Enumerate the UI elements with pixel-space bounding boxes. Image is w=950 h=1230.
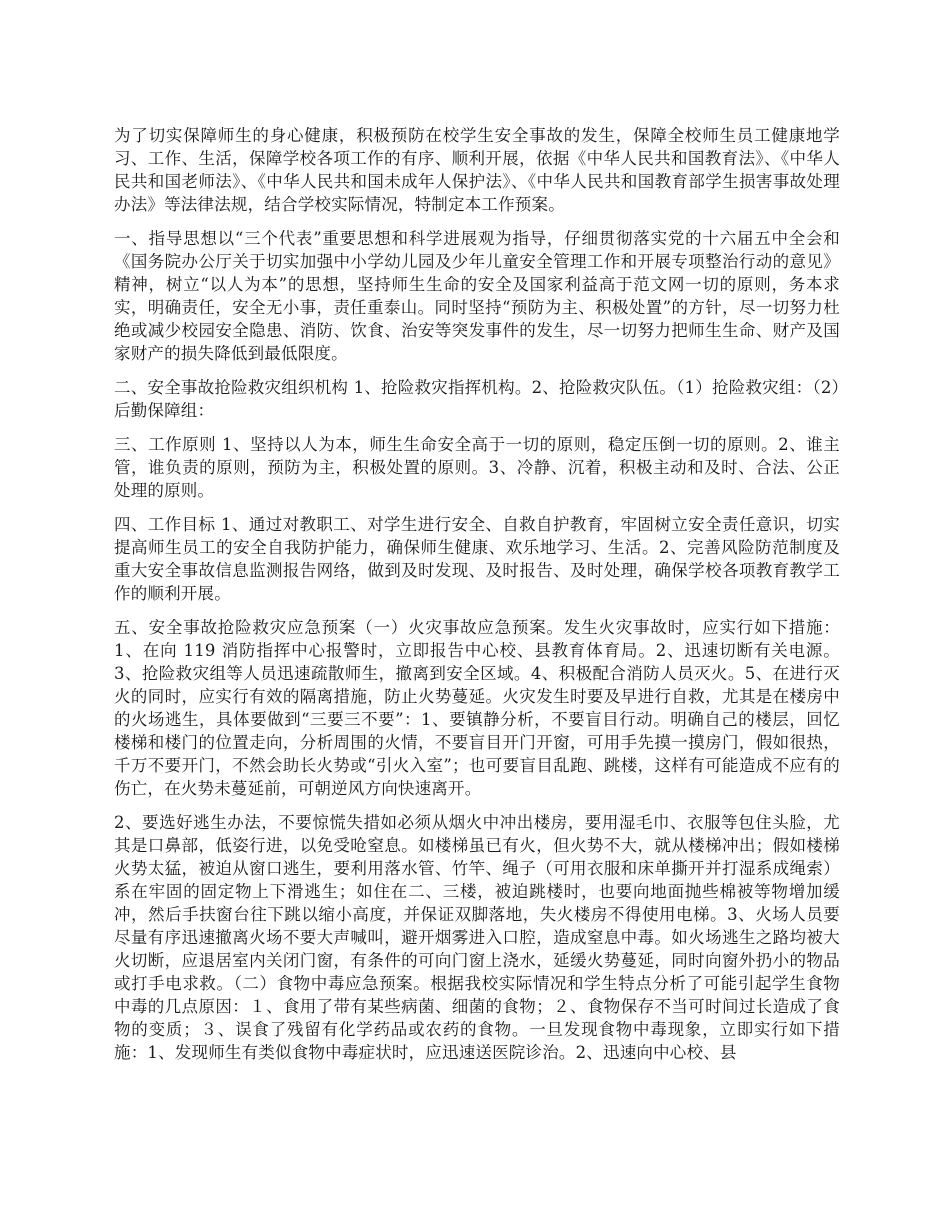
guiding-ideology-paragraph: 一、指导思想以“三个代表”重要思想和科学进展观为指导，仔细贯彻落实党的十六届五中全会和《国务院办公厅关于切实加强中小学幼儿园及少年儿童安全管理工作和开展专项整治行动的意见》精神，树立“以人为本”的思想，坚持师生生命的安全及国家利益高于范文网一切的原则，务本求实，明确责任，安全无小事，责任重泰山。同时坚持“预防为主、积极处置”的方针，尽一切努力杜绝或减少校园安全隐患、消防、饮食、治安等突发事件的发生，尽一切努力把师生生命、财产及国家财产的损失降低到最低限度。	[114, 229, 840, 363]
escape-and-food-poisoning-paragraph: 2、要选好逃生办法，不要惊慌失措如必须从烟火中冲出楼房，要用湿毛巾、衣服等包住头脸，尤其是口鼻部，低姿行进，以免受呛窒息。如楼梯虽已有火，但火势不大，就从楼梯冲出；假如楼梯火势太猛，被迫从窗口逃生，要利用落水管、竹竿、绳子（可用衣服和床单撕开并打湿系成绳索）系在牢固的固定物上下滑逃生；如住在二、三楼，被迫跳楼时，也要向地面抛些棉被等物增加缓冲，然后手扶窗台往下跳以缩小高度，并保证双脚落地，失火楼房不得使用电梯。3、火场人员要尽量有序迅速撤离火场不要大声喊叫，避开烟雾进入口腔，造成窒息中毒。如火场逃生之路均被大火切断，应退居室内关闭门窗，有条件的可向门窗上浇水，延缓火势蔓延，同时向窗外扔小的物品或打手电求救。（二）食物中毒应急预案。根据我校实际情况和学生特点分析了可能引起学生食物中毒的几点原因：１、食用了带有某些病菌、细菌的食物；２、食物保存不当可时间过长造成了食物的变质；３、误食了残留有化学药品或农药的食物。一旦发现食物中毒现象，立即实行如下措施：1、发现师生有类似食物中毒症状时，应迅速送医院诊治。2、迅速向中心校、县	[114, 813, 840, 1062]
fire-emergency-plan-paragraph: 五、安全事故抢险救灾应急预案（一）火灾事故应急预案。发生火灾事故时，应实行如下措施：1、在向 119 消防指挥中心报警时，立即报告中心校、县教育体育局。2、迅速切断有关电源。3、抢险救灾组等人员迅速疏散师生，撤离到安全区域。4、积极配合消防人员灭火。5、在进行灭火的同时，应实行有效的隔离措施，防止火势蔓延。火灾发生时要及早进行自救，尤其是在楼房中的火场逃生，具体要做到“三要三不要”：1、要镇静分析，不要盲目行动。明确自己的楼层，回忆楼梯和楼门的位置走向，分析周围的火情，不要盲目开门开窗，可用手先摸一摸房门，假如很热，千万不要开门，不然会助长火势或“引火入室”；也可要盲目乱跑、跳楼，这样有可能造成不应有的伤亡，在火势未蔓延前，可朝逆风方向快速离开。	[114, 618, 840, 798]
organization-paragraph: 二、安全事故抢险救灾组织机构 1、抢险救灾指挥机构。2、抢险救灾队伍。（1）抢险救灾组：（2）后勤保障组：	[114, 378, 840, 420]
work-goals-paragraph: 四、工作目标 1、通过对教职工、对学生进行安全、自救自护教育，牢固树立安全责任意识，切实提高师生员工的安全自我防护能力，确保师生健康、欢乐地学习、生活。2、完善风险防范制度及重大安全事故信息监测报告网络，做到及时发现、及时报告、及时处理，确保学校各项教育教学工作的顺利开展。	[114, 515, 840, 603]
document-body	[114, 124, 840, 1075]
work-principles-paragraph: 三、工作原则 1、坚持以人为本，师生生命安全高于一切的原则，稳定压倒一切的原则。2、谁主管，谁负责的原则，预防为主，积极处置的原则。3、冷静、沉着，积极主动和及时、合法、公正处理的原则。	[114, 435, 840, 500]
intro-paragraph: 为了切实保障师生的身心健康，积极预防在校学生安全事故的发生，保障全校师生员工健康地学习、工作、生活，保障学校各项工作的有序、顺利开展，依据《中华人民共和国教育法》、《中华人民共和国老师法》、《中华人民共和国未成年人保护法》、《中华人民共和国教育部学生损害事故处理办法》等法律法规，结合学校实际情况，特制定本工作预案。	[114, 126, 840, 214]
